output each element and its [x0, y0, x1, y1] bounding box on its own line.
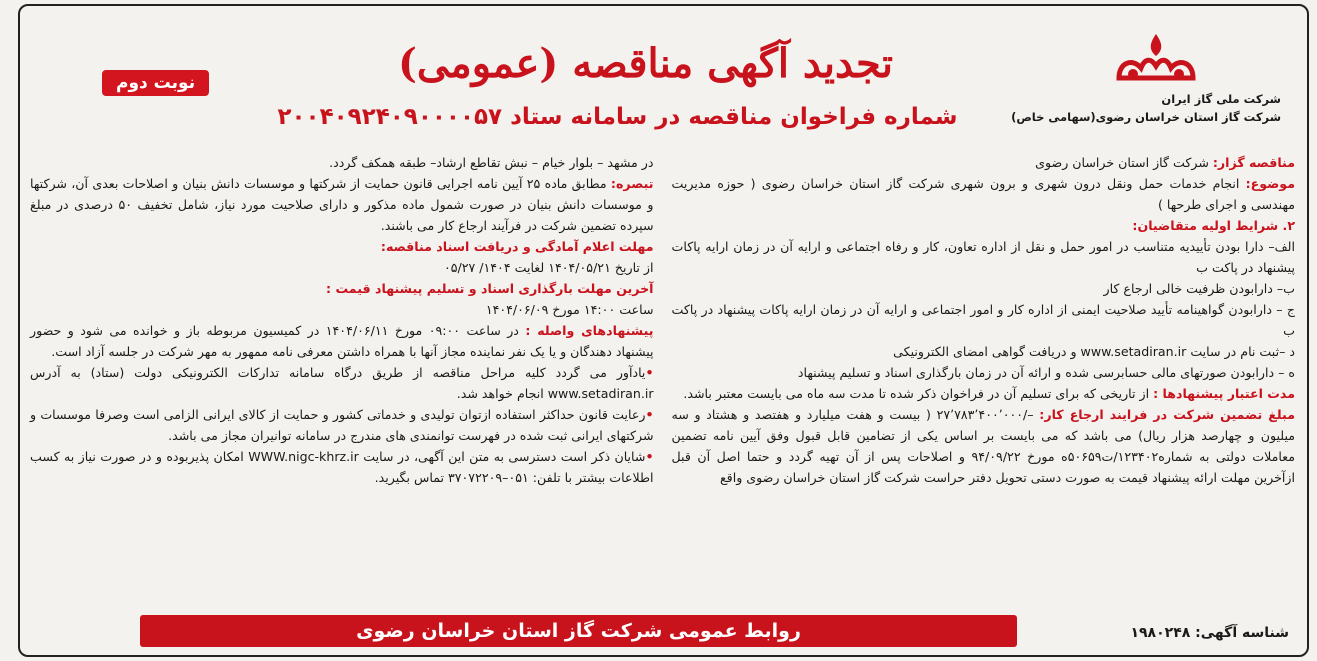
- tender-number: شماره فراخوان مناقصه در سامانه ستاد ۲۰۰۴۰۹۲۴۰۹۰۰۰۰۵۷: [277, 104, 958, 130]
- organizer-text: شرکت گاز استان خراسان رضوی: [1035, 155, 1213, 170]
- setadiran-link-2[interactable]: www.setadiran.ir: [547, 386, 654, 401]
- header: [24, 6, 1307, 156]
- note-text: مطابق ماده ۲۵ آیین نامه اجرایی قانون حمایت از شرکتها و موسسات دانش بنیان و اصلاحات بعدی آن، شرکتها و موسسات دانش بنیان در صورت شمول ماده مذکور و دارای صلاحیت مورد نیاز، شامل تخفیف ۵۰ درصدی در مبلغ سپرده تضمین شرکت در فرآیند ارجاع کار می باشند.: [30, 176, 654, 233]
- note-label: تبصره:: [610, 176, 654, 191]
- right-column: [672, 152, 1296, 612]
- validity-label: مدت اعتبار پیشنهادها :: [1153, 386, 1295, 401]
- validity-period: [672, 383, 1296, 404]
- condition-b: ب– دارابودن ظرفیت خالی ارجاع کار: [1103, 281, 1295, 296]
- tender-subject: [672, 173, 1296, 215]
- ad-identifier: شناسه آگهی: ۱۹۸۰۲۴۸: [1130, 625, 1289, 641]
- note-paragraph: [30, 173, 654, 236]
- content-columns: [30, 152, 1295, 612]
- condition-a: الف– دارا بودن تأییدیه متناسب در امور حمل و نقل از اداره تعاون، کار و رفاه اجتماعی و ارایه آن در زمان ارایه پاکات پیشنهاد در پاکت ب: [671, 239, 1295, 275]
- nigc-khrz-link[interactable]: WWW.nigc-khrz.ir: [248, 449, 359, 464]
- reminder-paragraph: [30, 362, 654, 404]
- readiness-dates: از تاریخ ۱۴۰۴/۰۵/۲۱ لغایت ۱۴۰۴/ ۰۵/۲۷: [443, 260, 654, 275]
- address-continuation: در مشهد – بلوار خیام – نبش تقاطع ارشاد– طبقه همکف گردد.: [329, 155, 654, 170]
- condition-e: ه – دارابودن صورتهای مالی حسابرسی شده و ارائه آن در زمان بارگذاری اسناد و تسلیم پیشنهاد: [797, 365, 1295, 380]
- deadline-heading: [30, 278, 654, 299]
- deadline-date: ساعت ۱۴:۰۰ مورخ ۱۴۰۴/۰۶/۰۹: [485, 302, 654, 317]
- guarantee-text: –/۲۷٬۷۸۳٬۴۰۰٬۰۰۰ ( بیست و هفت میلیارد و هفتصد و هشتاد و سه میلیون و چهارصد هزار ریال) می باشد که می بایست بر اساس یکی از تضامین قابل قبول وفق آیین نامه تضمین معاملات دولتی به شماره۱۲۳۴۰۲/ت۵۰۶۵۹ه مورخ ۹۴/۰۹/۲۲ و اصلاحات پس از آن تهیه گردد و حتما اصل آن قبل ازآخرین مهلت ارائه پیشنهاد قیمت به صورت دستی تحویل دفتر حراست شرکت گاز استان خراسان رضوی واقع: [671, 407, 1295, 485]
- bid-opening: [30, 320, 654, 362]
- bid-opening-text: در ساعت ۰۹:۰۰ مورخ ۱۴۰۴/۰۶/۱۱ در کمیسیون مربوطه باز و خوانده می شود و حضور پیشنهاد دهندگان و یا یک نفر نماینده مجاز آنها با همراه داشتن معرفی نامه ممهور به مهر شرکت در جلسه آزاد است.: [30, 323, 654, 359]
- condition-d: [672, 341, 1296, 362]
- contact-prefix: شایان ذکر است دسترسی به متن این آگهی، در سایت: [358, 449, 646, 464]
- bid-opening-label: پیشنهادهای واصله :: [525, 323, 654, 338]
- setadiran-link[interactable]: www.setadiran.ir: [1080, 344, 1187, 359]
- nigc-flame-logo-icon: [1111, 30, 1201, 88]
- tender-organizer: [672, 152, 1296, 173]
- company-name-primary: شرکت ملی گاز ایران: [1161, 92, 1281, 106]
- conditions-heading: [672, 215, 1296, 236]
- left-column: [30, 152, 654, 612]
- condition-c: ج – دارابودن گواهینامه تأیید صلاحیت ایمنی از اداره کار و امور اجتماعی و ارایه آن در زمان ارایه پاکات پیشنهاد در پاکت ب: [671, 302, 1295, 338]
- round-badge: نوبت دوم: [102, 70, 209, 96]
- contact-suffix: امکان پذیربوده و در صورت نیاز به کسب اطلاعات بیشتر با تلفن: ۰۵۱–۳۷۰۷۲۲۰۹ تماس بگیرید.: [30, 449, 654, 485]
- bullet-icon: •: [645, 449, 654, 464]
- guarantee-label: مبلغ تضمین شرکت در فرایند ارجاع کار:: [1039, 407, 1295, 422]
- readiness-label: مهلت اعلام آمادگی و دریافت اسناد مناقصه:: [380, 239, 654, 254]
- public-relations-banner: روابط عمومی شرکت گاز استان خراسان رضوی: [140, 615, 1017, 647]
- bullet-icon: •: [645, 407, 654, 422]
- guarantee-amount: [672, 404, 1296, 488]
- subject-text: انجام خدمات حمل ونقل درون شهری و برون شهری شرکت گاز استان خراسان رضوی ( حوزه مدیریت مهندسی و اجرای طرحها ): [671, 176, 1295, 212]
- deadline-label: آخرین مهلت بارگذاری اسناد و تسلیم پیشنهاد قیمت :: [326, 281, 654, 296]
- organizer-label: مناقصه گزار:: [1212, 155, 1295, 170]
- reminder-suffix: انجام خواهد شد.: [456, 386, 548, 401]
- law-text: رعایت قانون حداکثر استفاده ازتوان تولیدی و خدماتی کشور و حمایت از کالای ایرانی الزامی است وصرفا موسسات و شرکتهای ایرانی ثبت شده در فهرست توانمندی های مندرج در سامانه توانیران مجاز می باشد.: [30, 407, 654, 443]
- company-name-secondary: شرکت گاز استان خراسان رضوی(سهامی خاص): [1011, 110, 1281, 124]
- contact-paragraph: [30, 446, 654, 488]
- readiness-heading: [30, 236, 654, 257]
- tender-title: تجدید آگهی مناقصه (عمومی): [398, 40, 893, 87]
- law-paragraph: [30, 404, 654, 446]
- condition-d-prefix: د –ثبت نام در سایت: [1186, 344, 1295, 359]
- condition-d-suffix: و دریافت گواهی امضای الکترونیکی: [893, 344, 1081, 359]
- validity-text: از تاریخی که برای تسلیم آن در فراخوان ذکر شده تا مدت سه ماه می بایست معتبر باشد.: [683, 386, 1154, 401]
- subject-label: موضوع:: [1245, 176, 1295, 191]
- bullet-icon: •: [645, 365, 654, 380]
- conditions-label: ۲. شرایط اولیه متقاضیان:: [1132, 218, 1295, 233]
- reminder-prefix: یادآور می گردد کلیه مراحل مناقصه از طریق درگاه سامانه تدارکات الکترونیکی دولت (ستاد) به آدرس: [30, 365, 646, 380]
